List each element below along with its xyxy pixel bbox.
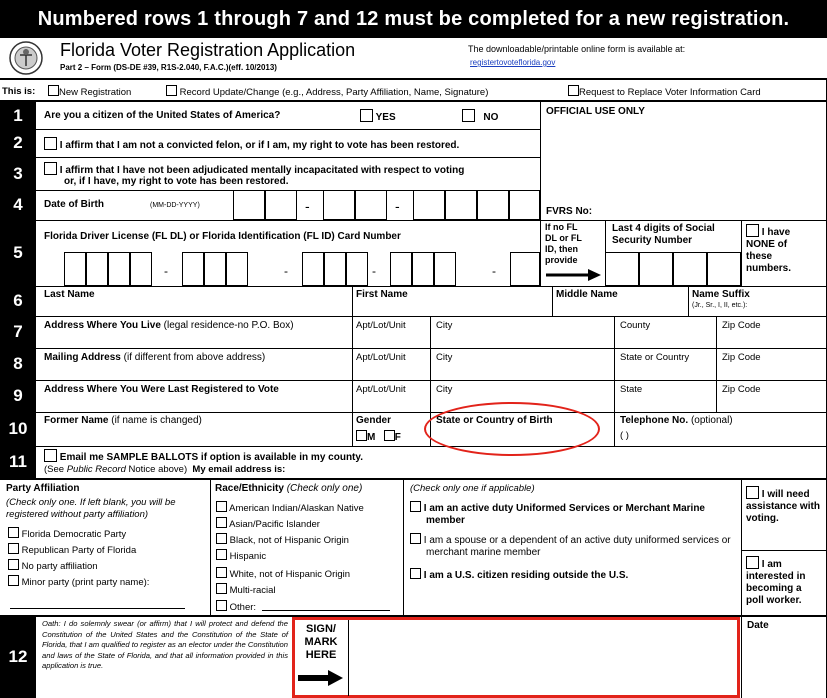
zip-label: Zip Code <box>722 384 761 395</box>
gender-label: Gender <box>356 415 392 426</box>
this-is-label: This is: <box>2 86 36 97</box>
suffix-label: Name Suffix <box>692 289 750 300</box>
poll-worker-checkbox[interactable] <box>746 556 759 569</box>
state-country-label: State or Country <box>620 352 690 363</box>
race-checkbox[interactable] <box>216 567 227 578</box>
signature-box[interactable] <box>292 617 740 698</box>
race-checkbox[interactable] <box>216 501 227 512</box>
race-option[interactable]: Black, not of Hispanic Origin <box>216 533 349 546</box>
citizen-no-checkbox[interactable] <box>462 109 475 122</box>
race-checkbox[interactable] <box>216 533 227 544</box>
row-line <box>36 129 540 130</box>
oath-text: Oath: I do solemnly swear (or affirm) that I will protect and defend the Constitution of the United States and the Constitution of the State of Florida, that I am qualified to register as an elector under the Constitution and laws of the State of Florida, and that all information provided in this application is true. <box>42 619 288 671</box>
mailing-label: Mailing Address (if different from above address) <box>44 352 266 363</box>
address-live-label: Address Where You Live (legal residence-no P.O. Box) <box>44 320 294 331</box>
ssn-boxes[interactable] <box>605 252 741 286</box>
none-checkbox[interactable] <box>746 224 759 237</box>
divider <box>540 220 541 286</box>
online-note: The downloadable/printable online form is available at: <box>468 44 686 54</box>
apt-label: Apt/Lot/Unit <box>356 384 406 395</box>
party-option[interactable]: Minor party (print party name): <box>8 575 149 588</box>
race-other-line[interactable] <box>262 610 390 611</box>
assistance-checkbox[interactable] <box>746 486 759 499</box>
divider <box>0 100 827 102</box>
phone-format: ( ) <box>620 430 629 441</box>
race-option[interactable]: Asian/Pacific Islander <box>216 517 320 530</box>
applicable-checkbox[interactable] <box>410 568 421 579</box>
applicable-option[interactable]: I am an active duty Uniformed Services or Merchant Marine member <box>410 501 735 527</box>
applicable-checkbox[interactable] <box>410 533 421 544</box>
divider <box>741 550 827 551</box>
county-label: County <box>620 320 651 331</box>
date-label: Date <box>747 620 769 631</box>
felon-checkbox[interactable] <box>44 137 57 150</box>
row-number: 3 <box>0 157 36 190</box>
row-line <box>36 380 826 381</box>
last-name-label: Last Name <box>44 289 95 300</box>
florida-seal-icon <box>8 41 44 75</box>
citizen-no[interactable]: NO <box>462 109 498 123</box>
record-update-checkbox[interactable] <box>166 85 177 96</box>
zip-label: Zip Code <box>722 352 761 363</box>
online-form-link[interactable]: registertovoteflorida.gov <box>470 58 556 67</box>
party-option[interactable]: Florida Democratic Party <box>8 527 126 540</box>
email-address-label: (See Public Record Notice above) My email address is: <box>44 464 286 475</box>
email-sample-ballots[interactable]: Email me SAMPLE BALLOTS if option is available in my county. <box>44 449 363 463</box>
race-checkbox[interactable] <box>216 583 227 594</box>
race-checkbox[interactable] <box>216 517 227 528</box>
row-number: 10 <box>0 412 36 446</box>
form-title: Florida Voter Registration Application <box>60 40 356 60</box>
city-label: City <box>436 384 453 395</box>
row-line <box>36 286 826 287</box>
none-of-these[interactable]: I have NONE of these numbers. <box>746 224 791 275</box>
divider <box>716 316 717 412</box>
zip-label: Zip Code <box>722 320 761 331</box>
option-replace-card[interactable]: Request to Replace Voter Information Card <box>568 85 761 98</box>
official-divider <box>540 102 541 220</box>
race-checkbox[interactable] <box>216 549 227 560</box>
sign-here-label: SIGN/ MARK HERE <box>304 623 338 661</box>
phone-label: Telephone No. (optional) <box>620 415 733 426</box>
race-option[interactable]: American Indian/Alaskan Native <box>216 501 364 514</box>
citizen-yes-checkbox[interactable] <box>360 109 373 122</box>
former-name-label: Former Name (if name is changed) <box>44 415 202 426</box>
if-no-text: If no FL DL or FL ID, then provide <box>545 222 582 265</box>
divider <box>352 286 353 446</box>
row-line <box>36 412 826 413</box>
row-line <box>36 220 826 221</box>
row-line <box>0 478 827 480</box>
state-label: State <box>620 384 643 395</box>
city-label: City <box>436 352 453 363</box>
option-new-registration[interactable]: New Registration <box>48 85 131 98</box>
email-checkbox[interactable] <box>44 449 57 462</box>
applicable-checkbox[interactable] <box>410 501 421 512</box>
party-option[interactable]: Republican Party of Florida <box>8 543 136 556</box>
divider <box>741 480 742 698</box>
row-number: 8 <box>0 348 36 380</box>
option-record-update[interactable]: Record Update/Change (e.g., Address, Party Affiliation, Name, Signature) <box>166 85 488 98</box>
party-checkbox[interactable] <box>8 527 19 538</box>
race-option[interactable]: Hispanic <box>216 549 266 562</box>
race-option[interactable]: Other: <box>216 600 256 613</box>
party-checkbox[interactable] <box>8 575 19 586</box>
race-option[interactable]: Multi-racial <box>216 583 276 596</box>
row-line <box>36 316 826 317</box>
divider <box>614 412 615 446</box>
divider <box>403 480 404 615</box>
form-subtitle: Part 2 – Form (DS-DE #39, R1S-2.040, F.A.C.)(eff. 10/2013) <box>60 63 277 72</box>
divider <box>688 286 689 316</box>
row-number: 4 <box>0 190 36 220</box>
middle-name-label: Middle Name <box>556 289 618 300</box>
dob-label: Date of Birth <box>44 199 104 210</box>
birth-place-label: State or Country of Birth <box>436 415 553 426</box>
form-banner: Numbered rows 1 through 7 and 12 must be completed for a new registration. <box>0 0 827 38</box>
last-registered-label: Address Where You Were Last Registered to Vote <box>44 384 279 395</box>
fl-id-boxes[interactable]: - - - - <box>44 252 540 286</box>
party-title: Party Affiliation <box>6 483 80 494</box>
party-option[interactable]: No party affiliation <box>8 559 98 572</box>
fvrs-label: FVRS No: <box>546 206 593 217</box>
replace-card-checkbox[interactable] <box>568 85 579 96</box>
first-name-label: First Name <box>356 289 408 300</box>
applicable-option[interactable]: I am a U.S. citizen residing outside the U.S. <box>410 568 735 582</box>
race-title: Race/Ethnicity (Check only one) <box>215 483 363 494</box>
party-checkbox[interactable] <box>8 559 19 570</box>
gender-f-checkbox[interactable] <box>384 430 395 441</box>
new-registration-checkbox[interactable] <box>48 85 59 96</box>
official-use-title: OFFICIAL USE ONLY <box>546 106 645 117</box>
applicable-note: (Check only one if applicable) <box>410 483 535 494</box>
mental-affirm[interactable]: I affirm that I have not been adjudicated mentally incapacitated with respect to voting <box>44 162 464 176</box>
party-checkbox[interactable] <box>8 543 19 554</box>
row-line <box>36 157 540 158</box>
divider <box>210 480 211 615</box>
suffix-note: (Jr., Sr., I, II, etc.): <box>692 302 748 309</box>
divider <box>552 286 553 316</box>
assistance-option[interactable]: I will need assistance with voting. <box>746 486 822 525</box>
city-label: City <box>436 320 453 331</box>
citizen-question: Are you a citizen of the United States of America? <box>44 110 281 121</box>
apt-label: Apt/Lot/Unit <box>356 352 406 363</box>
row-number: 6 <box>0 286 36 316</box>
row-number: 12 <box>0 616 36 698</box>
race-option[interactable]: White, not of Hispanic Origin <box>216 567 350 580</box>
felon-affirm[interactable]: I affirm that I am not a convicted felon, or if I am, my right to vote has been restored. <box>44 137 459 151</box>
row-line <box>36 446 826 447</box>
dob-boxes[interactable]: - - <box>233 190 540 220</box>
row-number: 2 <box>0 129 36 157</box>
poll-worker-option[interactable]: I am interested in becoming a poll worker. <box>746 556 822 607</box>
citizen-yes[interactable]: YES <box>360 109 396 123</box>
race-checkbox[interactable] <box>216 600 227 611</box>
arrow-right-icon <box>546 268 602 282</box>
applicable-option[interactable]: I am a spouse or a dependent of an active duty uniformed services or merchant marine member <box>410 533 735 559</box>
arrow-right-icon <box>298 668 344 688</box>
dob-format: (MM-DD-YYYY) <box>150 202 200 209</box>
divider <box>614 316 615 412</box>
highlight-circle <box>424 402 600 456</box>
divider <box>348 620 349 696</box>
mental-checkbox[interactable] <box>44 162 57 175</box>
mental-affirm-2: or, if I have, my right to vote has been restored. <box>64 176 289 187</box>
row-number: 7 <box>0 316 36 348</box>
divider <box>430 316 431 412</box>
party-note: (Check only one. If left blank, you will be registered without party affiliation) <box>6 497 176 520</box>
minor-party-line[interactable] <box>10 608 185 609</box>
gender-options[interactable]: M F <box>356 430 401 443</box>
row-number: 11 <box>0 446 36 478</box>
apt-label: Apt/Lot/Unit <box>356 320 406 331</box>
ssn-label: Last 4 digits of Social Security Number <box>612 223 715 246</box>
gender-m-checkbox[interactable] <box>356 430 367 441</box>
divider <box>741 220 742 286</box>
row-number: 9 <box>0 380 36 412</box>
row-number: 5 <box>0 220 36 286</box>
row-line <box>36 348 826 349</box>
row-number: 1 <box>0 102 36 129</box>
fl-id-label: Florida Driver License (FL DL) or Florida Identification (FL ID) Card Number <box>44 231 401 242</box>
